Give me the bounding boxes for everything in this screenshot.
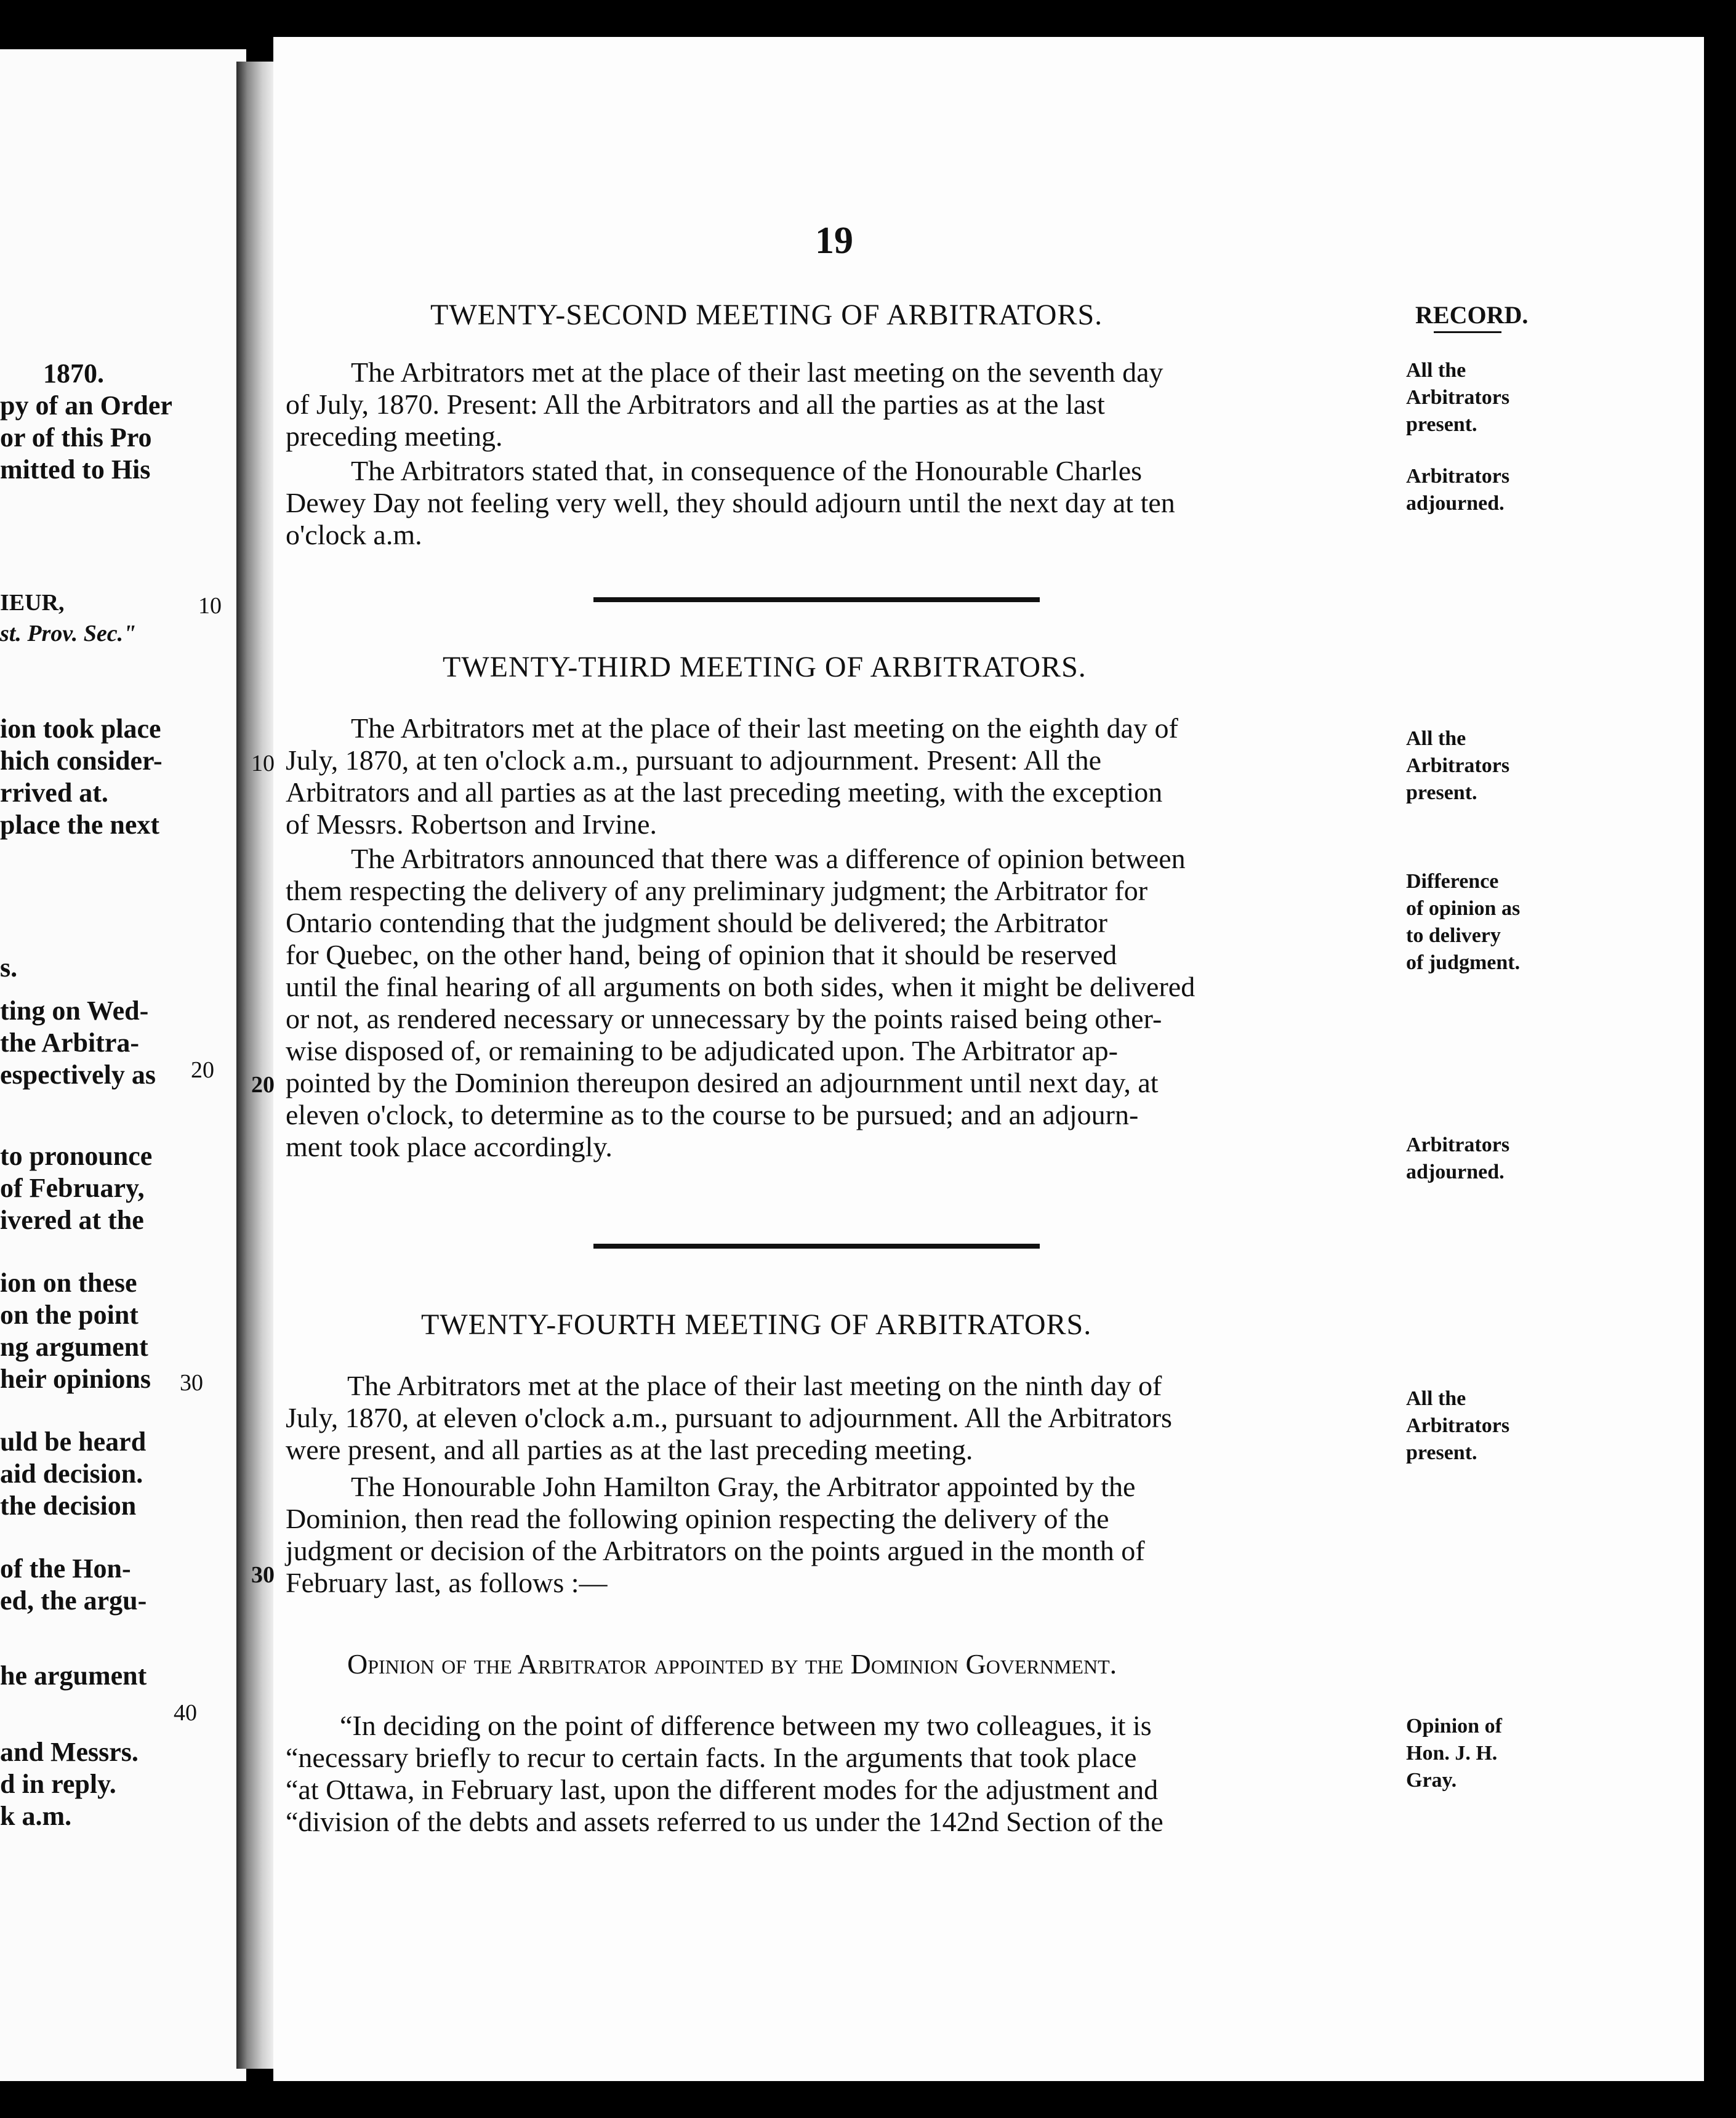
margin-note: [1406, 1713, 1502, 1794]
left-line: ion took place: [0, 714, 161, 744]
section-heading: TWENTY-THIRD MEETING OF ARBITRATORS.: [443, 651, 1087, 683]
margin-note-line: All the: [1406, 359, 1466, 382]
left-line: 1870.: [43, 358, 104, 389]
margin-note: [1406, 1132, 1509, 1186]
left-line-number: 30: [180, 1370, 203, 1396]
left-line: k a.m.: [0, 1801, 72, 1831]
left-line: place the next: [0, 810, 160, 840]
quote-line: “necessary briefly to recur to certain facts. In the arguments that took place: [286, 1742, 1137, 1773]
paragraph-line: them respecting the delivery of any preliminary judgment; the Arbitrator for: [286, 875, 1148, 906]
left-line: of February,: [0, 1173, 145, 1203]
paragraph-line: of July, 1870. Present: All the Arbitrators and all the parties as at the last: [286, 389, 1105, 420]
page: [251, 37, 1704, 2081]
left-page-fragment: [0, 49, 246, 2081]
paragraph-line: The Arbitrators met at the place of their last meeting on the seventh day: [351, 356, 1163, 388]
page-number: 19: [815, 220, 853, 262]
record-label: RECORD.: [1415, 301, 1529, 329]
record-underline: [1434, 331, 1501, 333]
line-number: 30: [251, 1562, 275, 1588]
margin-note-line: All the: [1406, 727, 1466, 750]
paragraph-line: ment took place accordingly.: [286, 1131, 613, 1162]
paragraph-line: of Messrs. Robertson and Irvine.: [286, 808, 657, 840]
left-line: heir opinions: [0, 1364, 151, 1394]
line-number: 20: [251, 1072, 275, 1098]
left-line: ivered at the: [0, 1205, 144, 1235]
line-number: 10: [251, 751, 275, 776]
left-line-number: 10: [198, 593, 222, 619]
margin-note-line: present.: [1406, 413, 1477, 436]
section-divider: [593, 597, 1040, 602]
margin-note-line: adjourned.: [1406, 1161, 1505, 1183]
left-line: py of an Order: [0, 390, 172, 421]
margin-note-line: of opinion as: [1406, 897, 1521, 920]
left-line: to pronounce: [0, 1141, 153, 1171]
paragraph-line: July, 1870, at eleven o'clock a.m., pursuant to adjournment. All the Arbitrators: [286, 1402, 1172, 1433]
paragraph-line: July, 1870, at ten o'clock a.m., pursuant to adjournment. Present: All the: [286, 744, 1102, 776]
margin-note-line: Opinion of: [1406, 1715, 1502, 1737]
paragraph-line: preceding meeting.: [286, 421, 503, 452]
left-line: on the point: [0, 1300, 139, 1330]
margin-note-line: Arbitrators: [1406, 754, 1510, 777]
left-line: ting on Wed-: [0, 996, 149, 1026]
quote-line: “at Ottawa, in February last, upon the different modes for the adjustment and: [286, 1774, 1159, 1805]
margin-note-line: Gray.: [1406, 1769, 1457, 1792]
paragraph-line: eleven o'clock, to determine as to the course to be pursued; and an adjourn-: [286, 1099, 1139, 1130]
page-edge: [1704, 37, 1736, 2081]
paragraph-line: or not, as rendered necessary or unnecessary by the points raised being other-: [286, 1003, 1162, 1034]
paragraph-line: Ontario contending that the judgment should be delivered; the Arbitrator: [286, 907, 1107, 938]
margin-note: [1406, 868, 1520, 976]
paragraph-line: Dominion, then read the following opinion respecting the delivery of the: [286, 1503, 1109, 1534]
section-heading: TWENTY-FOURTH MEETING OF ARBITRATORS.: [421, 1308, 1092, 1341]
margin-note-line: to delivery: [1406, 924, 1501, 947]
paragraph-line: for Quebec, on the other hand, being of opinion that it should be reserved: [286, 939, 1117, 970]
margin-note-line: Arbitrators: [1406, 1133, 1510, 1156]
left-line: or of this Pro: [0, 422, 152, 453]
left-line: mitted to His: [0, 454, 151, 485]
paragraph-line: until the final hearing of all arguments on both sides, when it might be delivered: [286, 971, 1196, 1002]
margin-note-line: Arbitrators: [1406, 386, 1510, 409]
paragraph-line: o'clock a.m.: [286, 519, 422, 550]
left-line: he argument: [0, 1661, 147, 1691]
paragraph-line: pointed by the Dominion thereupon desired an adjournment until next day, at: [286, 1067, 1159, 1098]
left-line: ed, the argu-: [0, 1585, 147, 1616]
left-line: d in reply.: [0, 1769, 116, 1799]
section-heading: TWENTY-SECOND MEETING OF ARBITRATORS.: [430, 299, 1103, 331]
left-line: of the Hon-: [0, 1553, 131, 1584]
paragraph-line: The Arbitrators met at the place of their last meeting on the ninth day of: [347, 1370, 1162, 1401]
paragraph-line: The Arbitrators stated that, in consequence of the Honourable Charles: [351, 455, 1143, 486]
margin-note: [1406, 725, 1509, 807]
margin-note-line: Hon. J. H.: [1406, 1742, 1498, 1765]
left-line: IEUR,: [0, 590, 65, 616]
left-line: ion on these: [0, 1268, 137, 1298]
quote-line: “In deciding on the point of difference between my two colleagues, it is: [340, 1710, 1152, 1741]
left-line-number: 40: [174, 1700, 197, 1726]
left-line: st. Prov. Sec.": [0, 621, 137, 646]
left-line: and Messrs.: [0, 1737, 139, 1767]
margin-note-line: Arbitrators: [1406, 1414, 1510, 1437]
paragraph-line: were present, and all parties as at the last preceding meeting.: [286, 1434, 973, 1465]
section-divider: [593, 1244, 1040, 1249]
margin-note: [1406, 463, 1509, 517]
margin-note: [1406, 1385, 1509, 1467]
left-line: uld be heard: [0, 1427, 147, 1457]
opinion-heading: Opinion of the Arbitrator appointed by the Dominion Government.: [347, 1648, 1117, 1680]
left-line: aid decision.: [0, 1459, 143, 1489]
margin-note-line: Difference: [1406, 870, 1499, 893]
paragraph-line: Dewey Day not feeling very well, they should adjourn until the next day at ten: [286, 487, 1175, 518]
margin-note-line: Arbitrators: [1406, 465, 1510, 488]
quote-line: “division of the debts and assets referred to us under the 142nd Section of the: [286, 1806, 1163, 1837]
left-line: rrived at.: [0, 778, 108, 808]
margin-note-line: All the: [1406, 1387, 1466, 1410]
binding-gutter: [236, 62, 273, 2069]
margin-note: [1406, 357, 1509, 438]
margin-note-line: of judgment.: [1406, 951, 1521, 974]
paragraph-line: The Arbitrators announced that there was a difference of opinion between: [351, 843, 1186, 874]
left-line: the Arbitra-: [0, 1028, 140, 1058]
left-line: espectively as: [0, 1060, 156, 1090]
paragraph-line: The Arbitrators met at the place of their last meeting on the eighth day of: [351, 712, 1178, 744]
margin-note-line: present.: [1406, 781, 1477, 804]
margin-note-line: present.: [1406, 1441, 1477, 1464]
paragraph-line: judgment or decision of the Arbitrators on the points argued in the month of: [286, 1535, 1145, 1566]
left-line: s.: [0, 952, 18, 983]
left-line: hich consider-: [0, 746, 163, 776]
left-line: ng argument: [0, 1332, 148, 1362]
margin-note-line: adjourned.: [1406, 492, 1505, 515]
left-line-number: 20: [191, 1057, 214, 1083]
paragraph-line: February last, as follows :—: [286, 1567, 608, 1598]
paragraph-line: The Honourable John Hamilton Gray, the Arbitrator appointed by the: [351, 1471, 1136, 1502]
paragraph-line: wise disposed of, or remaining to be adjudicated upon. The Arbitrator ap-: [286, 1035, 1118, 1066]
left-line: the decision: [0, 1491, 137, 1521]
paragraph-line: Arbitrators and all parties as at the last preceding meeting, with the exception: [286, 776, 1163, 808]
